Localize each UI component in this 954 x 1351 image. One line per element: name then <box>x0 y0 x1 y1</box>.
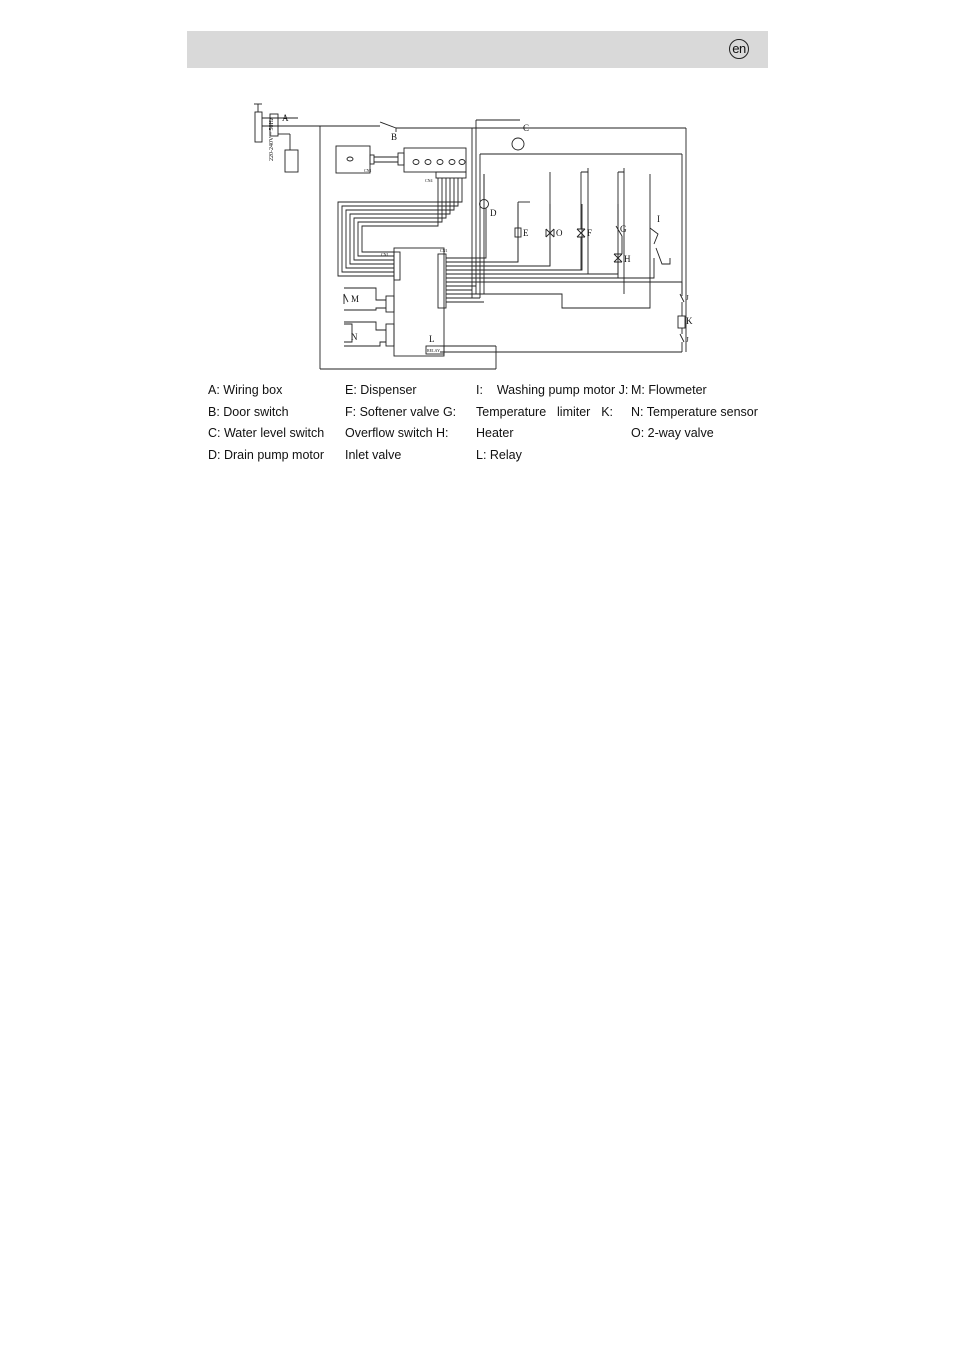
legend-item: Heater <box>476 426 514 440</box>
legend-item: C: Water level switch <box>208 426 325 440</box>
heater-symbol <box>678 316 685 328</box>
water-level-switch-symbol <box>512 138 524 150</box>
legend-column-1 <box>208 380 324 466</box>
legend-item: E: Dispenser <box>345 383 417 397</box>
control-board <box>394 248 444 356</box>
svg-text:RELAY: RELAY <box>427 348 440 353</box>
cn4-connector <box>436 172 466 178</box>
temperature-limiter-symbol-2 <box>680 334 684 342</box>
legend-item: D: Drain pump motor <box>208 447 325 462</box>
svg-text:M: M <box>351 294 360 304</box>
svg-text:A: A <box>282 113 289 123</box>
legend-item: N: Temperature sensor <box>631 404 758 419</box>
svg-text:F: F <box>587 228 593 238</box>
legend-item: A: Wiring box <box>208 383 283 397</box>
legend-item: O: 2-way valve <box>631 426 714 440</box>
svg-text:CN1: CN1 <box>364 168 372 173</box>
legend-item: Inlet valve <box>345 447 402 462</box>
legend-item: L: Relay <box>476 447 522 462</box>
language-badge: en <box>729 39 749 59</box>
legend-item: B: Door switch <box>208 404 289 419</box>
wiring-diagram <box>240 98 700 370</box>
supply-label: 220-240V ~ 50Hz <box>269 117 275 161</box>
legend-column-2 <box>345 380 456 466</box>
cn2-connector <box>386 324 394 346</box>
svg-text:C: C <box>523 123 530 133</box>
legend-item: M: Flowmeter <box>631 383 707 397</box>
svg-text:CN4: CN4 <box>425 178 433 183</box>
wiring-box-symbol <box>255 112 262 142</box>
svg-text:J: J <box>686 294 689 302</box>
cn1-connector <box>438 254 446 308</box>
svg-text:L: L <box>429 334 435 344</box>
legend-item: Overflow switch H: <box>345 426 449 440</box>
svg-text:O: O <box>556 228 563 238</box>
svg-text:CN1: CN1 <box>381 252 389 257</box>
wiring-box-plug <box>285 150 298 172</box>
svg-text:I: I <box>657 214 660 224</box>
washing-pump-symbol <box>650 228 658 244</box>
svg-text:D: D <box>490 208 497 218</box>
legend-item: I: Washing pump motor J: <box>476 383 629 397</box>
cn3-connector <box>386 296 394 312</box>
svg-text:G: G <box>620 224 627 234</box>
svg-text:N: N <box>351 332 358 342</box>
legend-item: Temperature limiter K: <box>476 404 613 419</box>
svg-text:K: K <box>686 316 693 326</box>
legend-item: F: Softener valve G: <box>345 404 457 419</box>
svg-text:E: E <box>523 228 529 238</box>
legend-column-4 <box>631 380 758 445</box>
door-switch-symbol <box>380 122 396 128</box>
header-bar <box>187 31 768 68</box>
legend-column-3 <box>476 380 629 466</box>
svg-text:B: B <box>391 132 398 142</box>
svg-text:J: J <box>686 336 689 344</box>
softener-valve-symbol <box>577 229 585 237</box>
flowmeter-symbol <box>344 294 348 304</box>
svg-text:H: H <box>624 254 631 264</box>
svg-text:CN1: CN1 <box>440 248 448 253</box>
